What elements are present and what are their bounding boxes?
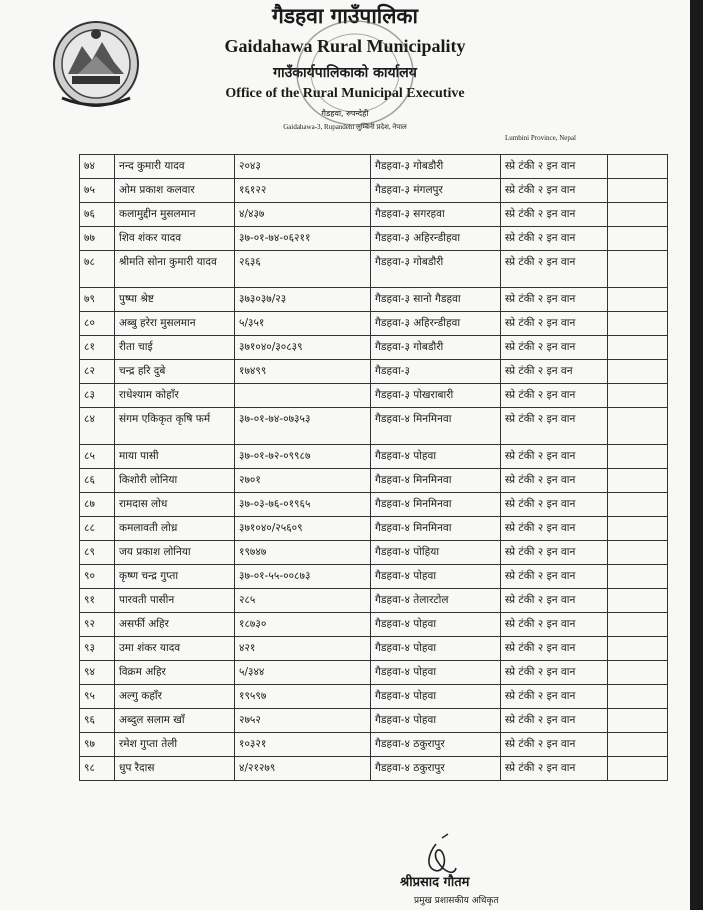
item-cell: स्प्रे टंकी २ इन वान	[501, 384, 608, 408]
item-cell: स्प्रे टंकी २ इन वान	[501, 251, 608, 288]
remarks-cell	[608, 384, 668, 408]
table-row	[80, 469, 668, 493]
id-cell: १७४९९	[235, 360, 371, 384]
table-row	[80, 709, 668, 733]
table-row	[80, 312, 668, 336]
address-cell: गैडहवा-४ पोहिया	[371, 541, 501, 565]
remarks-cell	[608, 493, 668, 517]
serial-number-cell: ८०	[80, 312, 115, 336]
serial-number-cell: ७५	[80, 179, 115, 203]
address-cell: गैडहवा-३ अहिरन्डीहवा	[371, 227, 501, 251]
remarks-cell	[608, 517, 668, 541]
scan-edge	[690, 0, 703, 910]
serial-number-cell: ९८	[80, 757, 115, 781]
table-row	[80, 589, 668, 613]
item-cell: स्प्रे टंकी २ इन वान	[501, 445, 608, 469]
address-cell: गैडहवा-३ अहिरन्डीहवा	[371, 312, 501, 336]
id-cell: ४/४३७	[235, 203, 371, 227]
serial-number-cell: ९१	[80, 589, 115, 613]
id-cell: ३७१०४०/२५६०९	[235, 517, 371, 541]
table-row	[80, 565, 668, 589]
remarks-cell	[608, 203, 668, 227]
table-row	[80, 685, 668, 709]
table-row	[80, 613, 668, 637]
name-cell: रामदास लोध	[115, 493, 235, 517]
item-cell: स्प्रे टंकी २ इन वान	[501, 757, 608, 781]
serial-number-cell: ९३	[80, 637, 115, 661]
serial-number-cell: ७८	[80, 251, 115, 288]
serial-number-cell: ९४	[80, 661, 115, 685]
address-cell: गैडहवा-४ पोहवा	[371, 445, 501, 469]
id-cell: १९५९७	[235, 685, 371, 709]
id-cell: ५/३५१	[235, 312, 371, 336]
address-cell: गैडहवा-३ पोखराबारी	[371, 384, 501, 408]
address-cell: गैडहवा-३ सगरहवा	[371, 203, 501, 227]
name-cell: किशोरी लोनिया	[115, 469, 235, 493]
item-cell: स्प्रे टंकी २ इन वान	[501, 685, 608, 709]
name-cell: अल्गु कहाँर	[115, 685, 235, 709]
address-cell: गैडहवा-४ ठकुरापुर	[371, 733, 501, 757]
address-cell: गैडहवा-४ मिनमिनवा	[371, 517, 501, 541]
remarks-cell	[608, 251, 668, 288]
id-cell: ३७-०१-५५-००८७३	[235, 565, 371, 589]
signatory-title: प्रमुख प्रशासकीय अधिकृत	[414, 896, 499, 906]
address-line: Gaidahawa-3, Rupandehi लुम्बिनी प्रदेश, नेपाल	[283, 123, 407, 131]
serial-number-cell: ८४	[80, 408, 115, 445]
remarks-cell	[608, 685, 668, 709]
remarks-cell	[608, 589, 668, 613]
office-title-en: Office of the Rural Municipal Executive	[225, 86, 465, 101]
item-cell: स्प्रे टंकी २ इन वान	[501, 288, 608, 312]
table-row	[80, 360, 668, 384]
serial-number-cell: ७९	[80, 288, 115, 312]
item-cell: स्प्रे टंकी २ इन वान	[501, 155, 608, 179]
name-cell: चन्द्र हरि दुबे	[115, 360, 235, 384]
table-row	[80, 227, 668, 251]
id-cell: ३७-०१-७४-०७३५३	[235, 408, 371, 445]
id-cell	[235, 384, 371, 408]
remarks-cell	[608, 637, 668, 661]
id-cell: १८७३०	[235, 613, 371, 637]
table-row	[80, 179, 668, 203]
name-cell: पुष्पा श्रेष्ट	[115, 288, 235, 312]
name-cell: पारवती पासीन	[115, 589, 235, 613]
id-cell: ३७३०३७/२३	[235, 288, 371, 312]
item-cell: स्प्रे टंकी २ इन वान	[501, 336, 608, 360]
remarks-cell	[608, 757, 668, 781]
remarks-cell	[608, 312, 668, 336]
letterhead	[0, 0, 690, 150]
table-row	[80, 541, 668, 565]
serial-number-cell: ८९	[80, 541, 115, 565]
name-cell: संगम एकिकृत कृषि फर्म	[115, 408, 235, 445]
item-cell: स्प्रे टंकी २ इन वान	[501, 469, 608, 493]
name-cell: विक्रम अहिर	[115, 661, 235, 685]
item-cell: स्प्रे टंकी २ इन वान	[501, 179, 608, 203]
name-cell: रमेश गुप्ता तेली	[115, 733, 235, 757]
serial-number-cell: ८७	[80, 493, 115, 517]
remarks-cell	[608, 709, 668, 733]
remarks-cell	[608, 227, 668, 251]
remarks-cell	[608, 336, 668, 360]
name-cell: अब्बु हरेरा मुसलमान	[115, 312, 235, 336]
name-cell: रीता चाई	[115, 336, 235, 360]
address-cell: गैडहवा-३ गोबडौरी	[371, 251, 501, 288]
remarks-cell	[608, 613, 668, 637]
name-cell: शिव शंकर यादव	[115, 227, 235, 251]
table-row	[80, 757, 668, 781]
address-cell: गैडहवा-४ पोहवा	[371, 661, 501, 685]
address-cell: गैडहवा-४ पोहवा	[371, 709, 501, 733]
office-stamp-icon	[290, 14, 420, 132]
table-row	[80, 733, 668, 757]
address-cell: गैडहवा-४ पोहवा	[371, 613, 501, 637]
beneficiary-table	[79, 154, 668, 781]
id-cell: १६१२२	[235, 179, 371, 203]
id-cell: १०३२१	[235, 733, 371, 757]
name-cell: कमलावती लोध्र	[115, 517, 235, 541]
item-cell: स्प्रे टंकी २ इन वन	[501, 360, 608, 384]
id-cell: ५/३४४	[235, 661, 371, 685]
item-cell: स्प्रे टंकी २ इन वान	[501, 517, 608, 541]
id-cell: २६३६	[235, 251, 371, 288]
signature-icon	[398, 832, 538, 902]
serial-number-cell: ८८	[80, 517, 115, 541]
remarks-cell	[608, 445, 668, 469]
table-body	[80, 155, 668, 781]
table-row	[80, 493, 668, 517]
id-cell: ३७-०१-७४-०६२११	[235, 227, 371, 251]
name-cell: कृष्ण चन्द्र गुप्ता	[115, 565, 235, 589]
name-cell: राधेश्याम कोहाँर	[115, 384, 235, 408]
remarks-cell	[608, 408, 668, 445]
address-cell: गैडहवा-३ मंगलपुर	[371, 179, 501, 203]
name-cell: असर्फी अहिर	[115, 613, 235, 637]
name-cell: धुप रैदास	[115, 757, 235, 781]
address-cell: गैडहवा-४ मिनमिनवा	[371, 469, 501, 493]
serial-number-cell: ९०	[80, 565, 115, 589]
municipality-title-en: Gaidahawa Rural Municipality	[224, 36, 466, 56]
id-cell: २७५२	[235, 709, 371, 733]
serial-number-cell: ८५	[80, 445, 115, 469]
serial-number-cell: ८१	[80, 336, 115, 360]
id-cell: २०४३	[235, 155, 371, 179]
address-cell: गैडहवा-४ पोहवा	[371, 637, 501, 661]
item-cell: स्प्रे टंकी २ इन वान	[501, 613, 608, 637]
serial-number-cell: ८६	[80, 469, 115, 493]
item-cell: स्प्रे टंकी २ इन वान	[501, 408, 608, 445]
name-cell: श्रीमति सोना कुमारी यादव	[115, 251, 235, 288]
remarks-cell	[608, 469, 668, 493]
remarks-cell	[608, 288, 668, 312]
item-cell: स्प्रे टंकी २ इन वान	[501, 203, 608, 227]
serial-number-cell: ७४	[80, 155, 115, 179]
serial-number-cell: ९६	[80, 709, 115, 733]
item-cell: स्प्रे टंकी २ इन वान	[501, 541, 608, 565]
remarks-cell	[608, 733, 668, 757]
address-cell: गैडहवा-४ पोहवा	[371, 685, 501, 709]
id-cell: ३७-०३-७६-०१९६५	[235, 493, 371, 517]
item-cell: स्प्रे टंकी २ इन वान	[501, 227, 608, 251]
remarks-cell	[608, 155, 668, 179]
serial-number-cell: ७६	[80, 203, 115, 227]
address-cell: गैडहवा-४ तेलारटोल	[371, 589, 501, 613]
address-cell: गैडहवा-४ पोहवा	[371, 565, 501, 589]
address-cell: गैडहवा-३ सानो गैडहवा	[371, 288, 501, 312]
address-cell: गैडहवा-४ मिनमिनवा	[371, 493, 501, 517]
table-row	[80, 203, 668, 227]
remarks-cell	[608, 360, 668, 384]
item-cell: स्प्रे टंकी २ इन वान	[501, 493, 608, 517]
table-row	[80, 637, 668, 661]
name-cell: अब्दुल सलाम खाँ	[115, 709, 235, 733]
serial-number-cell: ७७	[80, 227, 115, 251]
remarks-cell	[608, 661, 668, 685]
id-cell: ४२१	[235, 637, 371, 661]
item-cell: स्प्रे टंकी २ इन वान	[501, 637, 608, 661]
table-row	[80, 336, 668, 360]
table-row	[80, 408, 668, 445]
address-cell: गैडहवा-३ गोबडौरी	[371, 155, 501, 179]
remarks-cell	[608, 179, 668, 203]
address-cell: गैडहवा-४ मिनमिनवा	[371, 408, 501, 445]
serial-number-cell: ८२	[80, 360, 115, 384]
address-cell: गैडहवा-३	[371, 360, 501, 384]
table-row	[80, 517, 668, 541]
name-cell: जय प्रकाश लोनिया	[115, 541, 235, 565]
id-cell: ३७-०१-७२-०९९८७	[235, 445, 371, 469]
item-cell: स्प्रे टंकी २ इन वान	[501, 733, 608, 757]
table-row	[80, 155, 668, 179]
id-cell: ४/२१२७९	[235, 757, 371, 781]
remarks-cell	[608, 565, 668, 589]
name-cell: नन्द कुमारी यादव	[115, 155, 235, 179]
item-cell: स्प्रे टंकी २ इन वान	[501, 709, 608, 733]
id-cell: १९७४७	[235, 541, 371, 565]
name-cell: कलामुद्दीन मुसलमान	[115, 203, 235, 227]
name-cell: ओम प्रकाश कलवार	[115, 179, 235, 203]
name-cell: उमा शंकर यादव	[115, 637, 235, 661]
table-row	[80, 661, 668, 685]
table-row	[80, 445, 668, 469]
table-row	[80, 384, 668, 408]
remarks-cell	[608, 541, 668, 565]
table-row	[80, 288, 668, 312]
item-cell: स्प्रे टंकी २ इन वान	[501, 661, 608, 685]
province-label: Lumbini Province, Nepal	[505, 134, 576, 142]
serial-number-cell: ९५	[80, 685, 115, 709]
id-cell: २८५	[235, 589, 371, 613]
signatory-name: श्रीप्रसाद गौतम	[400, 875, 470, 890]
municipality-title-np: गैडहवा गाउँपालिका	[271, 4, 418, 28]
id-cell: २७०१	[235, 469, 371, 493]
location-np: गैडहवा, रुपन्देही	[321, 109, 369, 118]
table-row	[80, 251, 668, 288]
serial-number-cell: ९२	[80, 613, 115, 637]
item-cell: स्प्रे टंकी २ इन वान	[501, 589, 608, 613]
serial-number-cell: ९७	[80, 733, 115, 757]
name-cell: माया पासी	[115, 445, 235, 469]
address-cell: गैडहवा-४ ठकुरापुर	[371, 757, 501, 781]
item-cell: स्प्रे टंकी २ इन वान	[501, 312, 608, 336]
id-cell: ३७१०४०/३०८३९	[235, 336, 371, 360]
office-title-np: गाउँकार्यपालिकाको कार्यालय	[273, 65, 417, 81]
item-cell: स्प्रे टंकी २ इन वान	[501, 565, 608, 589]
serial-number-cell: ८३	[80, 384, 115, 408]
address-cell: गैडहवा-३ गोबडौरी	[371, 336, 501, 360]
